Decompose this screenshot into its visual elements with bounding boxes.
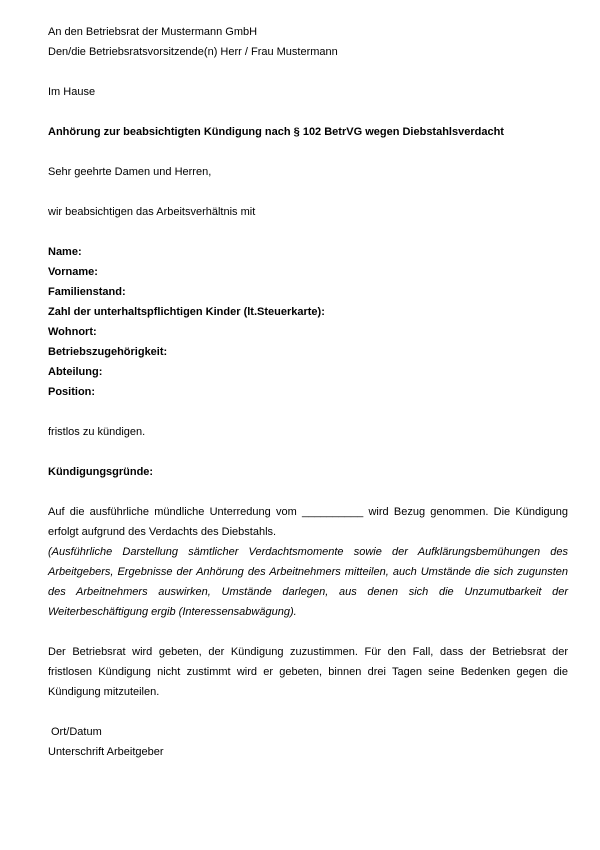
recipient-line-1: An den Betriebsrat der Mustermann GmbH bbox=[48, 26, 258, 38]
employer-signature-label: Unterschrift Arbeitgeber bbox=[48, 746, 164, 758]
reasons-paragraph: Auf die ausführliche mündliche Unterredung vom __________ wird Bezug genommen. Die Kündigung erfolgt aufgrund des Verdachts des Diebstahls. bbox=[48, 506, 568, 538]
recipient-line-3: Im Hause bbox=[48, 86, 96, 98]
field-department: Abteilung: bbox=[48, 366, 103, 378]
field-marital-status: Familienstand: bbox=[48, 286, 126, 298]
field-first-name: Vorname: bbox=[48, 266, 98, 278]
field-residence: Wohnort: bbox=[48, 326, 97, 338]
termination-line: fristlos zu kündigen. bbox=[48, 426, 146, 438]
letter-body bbox=[48, 22, 568, 762]
subject-line: Anhörung zur beabsichtigten Kündigung nach § 102 BetrVG wegen Diebstahlsverdacht bbox=[48, 126, 504, 138]
field-name: Name: bbox=[48, 246, 82, 258]
intro-text: wir beabsichtigen das Arbeitsverhältnis mit bbox=[48, 206, 256, 218]
recipient-line-2: Den/die Betriebsratsvorsitzende(n) Herr / Frau Mustermann bbox=[48, 46, 338, 58]
reasons-heading: Kündigungsgründe: bbox=[48, 466, 154, 478]
field-tenure: Betriebszugehörigkeit: bbox=[48, 346, 168, 358]
reasons-italic-note: (Ausführliche Darstellung sämtlicher Verdachtsmomente sowie der Aufklärungsbemühungen des Arbeitgebers, Ergebnisse der Anhörung des Arbeitnehmers mitteilen, auch Umstände die sich zugunsten des Arbeitnehmers auswirken, Umstände darlegen, aus denen sich die Unzumutbarkeit der Weiterbeschäftigung ergib (Interessensabwägung). bbox=[48, 546, 568, 618]
field-position: Position: bbox=[48, 386, 96, 398]
place-date-label: Ort/Datum bbox=[51, 726, 102, 738]
request-paragraph: Der Betriebsrat wird gebeten, der Kündigung zuzustimmen. Für den Fall, dass der Betriebsrat der fristlosen Kündigung nicht zustimmt wird er gebeten, binnen drei Tagen seine Bedenken gegen die Kündigung mitzuteilen. bbox=[48, 646, 568, 698]
employee-fields bbox=[48, 242, 568, 402]
salutation: Sehr geehrte Damen und Herren, bbox=[48, 166, 212, 178]
field-children: Zahl der unterhaltspflichtigen Kinder (lt.Steuerkarte): bbox=[48, 306, 325, 318]
